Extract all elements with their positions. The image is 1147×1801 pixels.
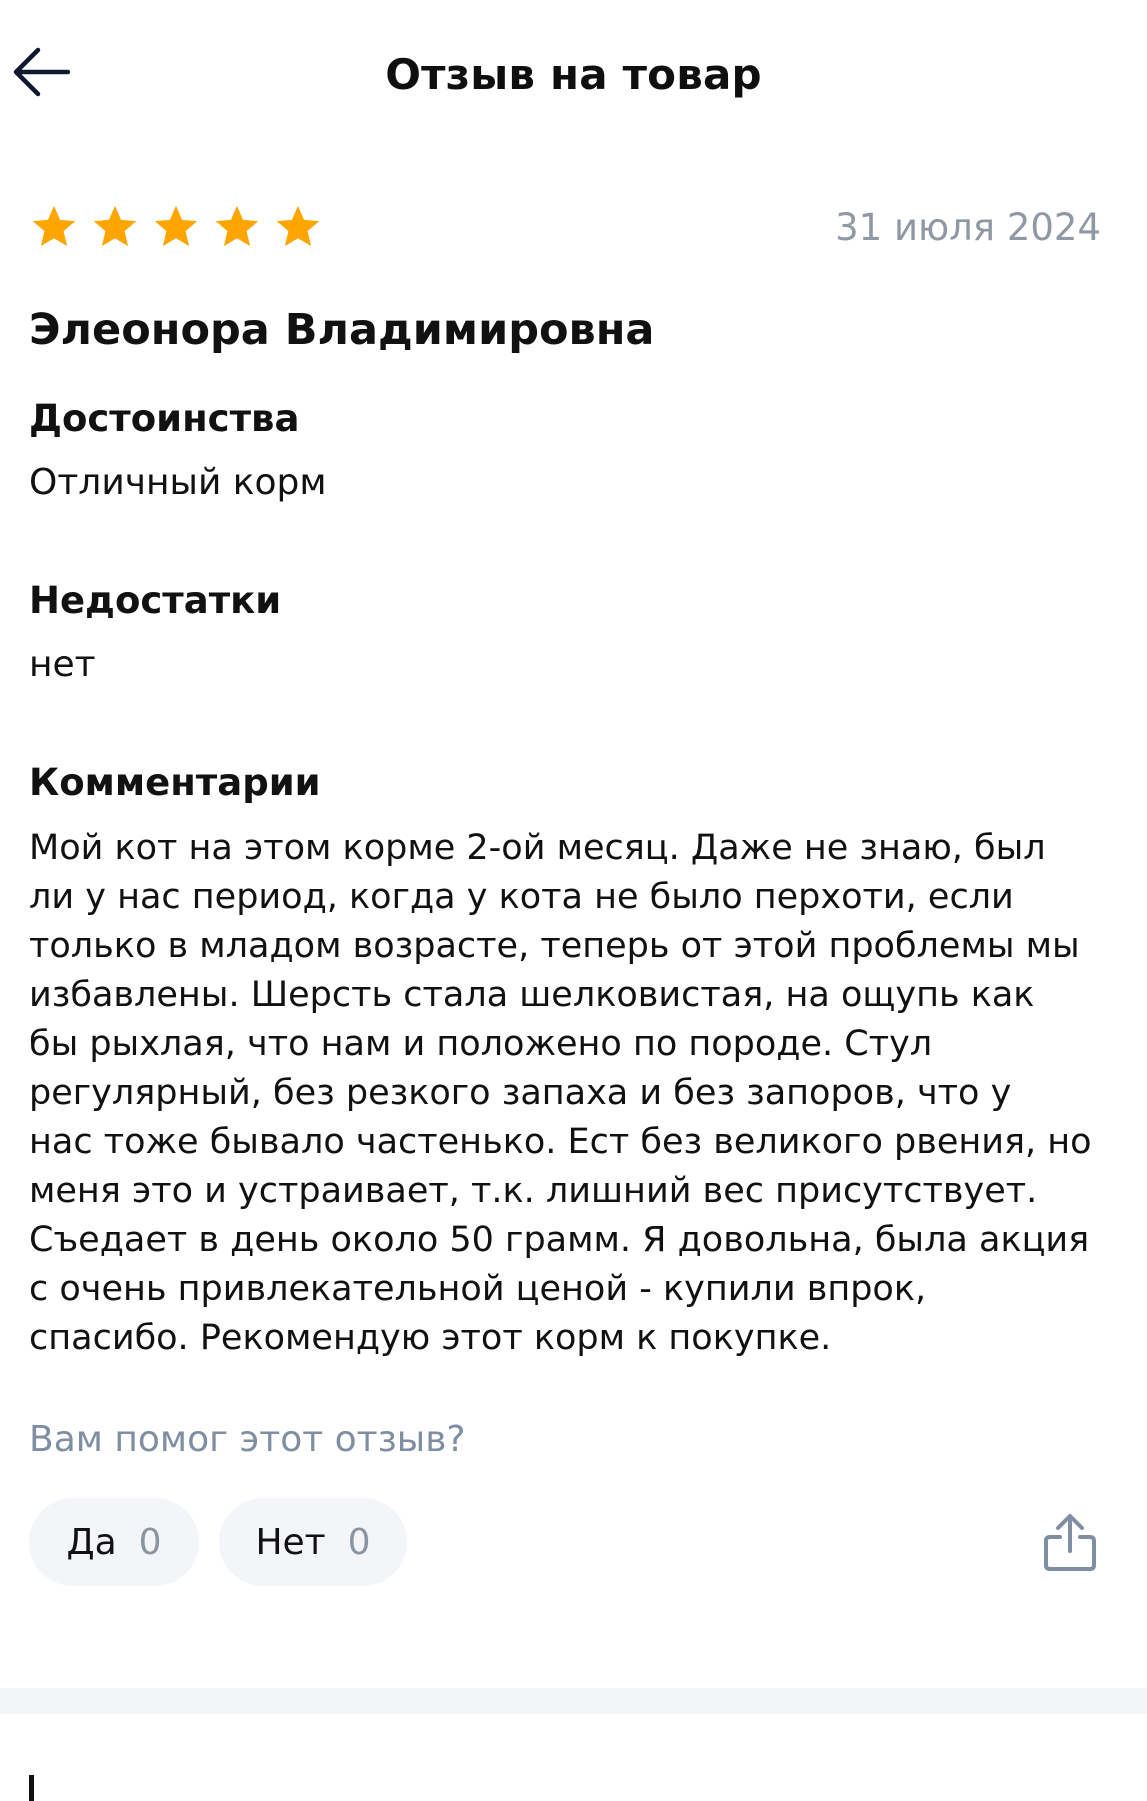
- comment-line: только в младом возрасте, теперь от этой проблемы мы: [29, 926, 1080, 966]
- star-icon: [29, 202, 79, 252]
- comment-section: [29, 761, 1101, 1363]
- helpful-question: Вам помог этот отзыв?: [29, 1419, 466, 1460]
- comment-line: регулярный, без резкого запаха и без запоров, что у: [29, 1073, 1012, 1113]
- comment-line: Мой кот на этом корме 2-ой месяц. Даже не знаю, был: [29, 828, 1046, 868]
- share-button[interactable]: [1035, 1508, 1105, 1578]
- pros-text: Отличный корм: [29, 462, 327, 503]
- vote-row: [29, 1498, 1101, 1588]
- pros-title: Достоинства: [29, 397, 300, 440]
- cons-title: Недостатки: [29, 579, 282, 622]
- vote-no-label: Нет: [255, 1521, 326, 1563]
- review-card: [29, 200, 1101, 1588]
- review-date: 31 июля 2024: [835, 206, 1101, 249]
- comment-line: избавлены. Шерсть стала шелковистая, на ощупь как: [29, 975, 1035, 1015]
- comment-text: [29, 824, 1101, 1363]
- cons-section: [29, 579, 1101, 685]
- star-icon: [151, 202, 201, 252]
- rating-row: [29, 200, 1101, 260]
- next-review-peek: [29, 1775, 89, 1801]
- rating-stars: [29, 202, 323, 252]
- comment-line: Съедает в день около 50 грамм. Я довольна, была акция: [29, 1220, 1090, 1260]
- comment-line: спасибо. Рекомендую этот корм к покупке.: [29, 1318, 832, 1358]
- vote-yes-count: 0: [138, 1521, 162, 1563]
- comment-line: бы рыхлая, что нам и положено по породе. Стул: [29, 1024, 933, 1064]
- star-icon: [273, 202, 323, 252]
- comment-title: Комментарии: [29, 761, 321, 804]
- vote-no-count: 0: [347, 1521, 371, 1563]
- comment-line: меня это и устраивает, т.к. лишний вес присутствует.: [29, 1171, 1038, 1211]
- vote-yes-button[interactable]: [29, 1498, 199, 1586]
- vote-yes-label: Да: [66, 1521, 117, 1563]
- comment-line: с очень привлекательной ценой - купили впрок,: [29, 1269, 927, 1309]
- comment-line: ли у нас период, когда у кота не было перхоти, если: [29, 877, 1014, 917]
- star-icon: [90, 202, 140, 252]
- pros-section: [29, 397, 1101, 503]
- review-author: Элеонора Владимировна: [29, 305, 655, 355]
- section-divider: [0, 1688, 1147, 1714]
- next-review-peek-glyph: [29, 1775, 59, 1801]
- share-icon: [1040, 1511, 1100, 1575]
- star-icon: [212, 202, 262, 252]
- header: [0, 0, 1147, 160]
- cons-text: нет: [29, 644, 96, 685]
- page-title: Отзыв на товар: [385, 50, 762, 99]
- comment-line: нас тоже бывало частенько. Ест без великого рвения, но: [29, 1122, 1092, 1162]
- vote-no-button[interactable]: [219, 1498, 407, 1586]
